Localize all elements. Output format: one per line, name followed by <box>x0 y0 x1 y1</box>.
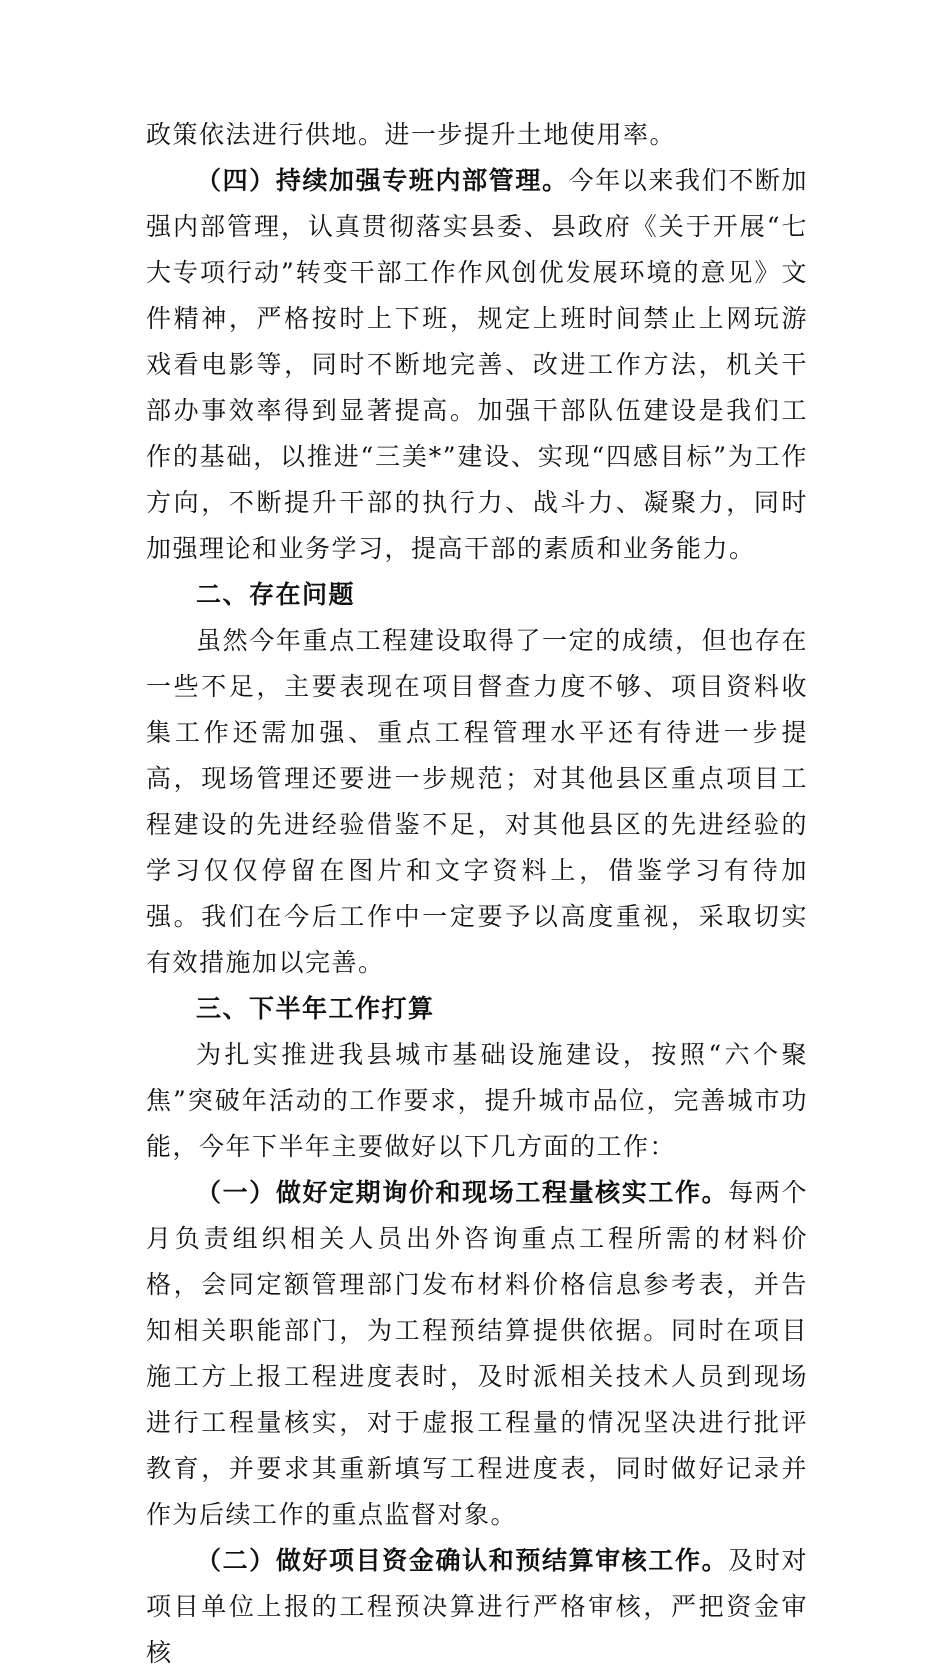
paragraph-problems <box>146 618 808 986</box>
paragraph-plans-intro <box>146 1032 808 1170</box>
document-body <box>146 112 808 1676</box>
paragraph-fund-review <box>146 1538 808 1676</box>
paragraph-land-supply <box>146 112 808 158</box>
section-heading-problems: 二、存在问题 <box>196 580 356 609</box>
paragraph-text: 每两个月负责组织相关人员出外咨询重点工程所需的材料价格，会同定额管理部门发布材料价格信息参考表，并告知相关职能部门，为工程预结算提供依据。同时在项目施工方上报工程进度表时，及时派相关技术人员到现场进行工程量核实，对于虚报工程量的情况坚决进行批评教育，并要求其重新填写工程进度表，同时做好记录并作为后续工作的重点监督对象。 <box>146 1178 808 1529</box>
paragraph-text: 今年以来我们不断加强内部管理，认真贯彻落实县委、县政府《关于开展“七大专项行动”转变干部工作作风创优发展环境的意见》文件精神，严格按时上下班，规定上班时间禁止上网玩游戏看电影等，同时不断地完善、改进工作方法，机关干部办事效率得到显著提高。加强干部队伍建设是我们工作的基础，以推进“三美*”建设、实现“四感目标”为工作方向，不断提升干部的执行力、战斗力、凝聚力，同时加强理论和业务学习，提高干部的素质和业务能力。 <box>146 166 809 563</box>
paragraph-text: 政策依法进行供地。进一步提升土地使用率。 <box>146 120 677 149</box>
section-heading-plans: 三、下半年工作打算 <box>196 994 435 1023</box>
paragraph-lead: （一）做好定期询价和现场工程量核实工作。 <box>196 1178 729 1207</box>
paragraph-internal-management <box>146 158 808 572</box>
paragraph-text: 及时对项目单位上报的工程预决算进行严格审核，严把资金审核 <box>146 1546 808 1667</box>
paragraph-text: 虽然今年重点工程建设取得了一定的成绩，但也存在一些不足，主要表现在项目督查力度不够、项目资料收集工作还需加强、重点工程管理水平还有待进一步提高，现场管理还要进一步规范；对其他县区重点项目工程建设的先进经验借鉴不足，对其他县区的先进经验的学习仅仅停留在图片和文字资料上，借鉴学习有待加强。我们在今后工作中一定要予以高度重视，采取切实有效措施加以完善。 <box>146 626 808 977</box>
paragraph-lead: （二）做好项目资金确认和预结算审核工作。 <box>196 1546 729 1575</box>
paragraph-text: 为扎实推进我县城市基础设施建设，按照“六个聚焦”突破年活动的工作要求，提升城市品位，完善城市功能，今年下半年主要做好以下几方面的工作： <box>146 1040 808 1161</box>
paragraph-lead: （四）持续加强专班内部管理。 <box>196 166 569 195</box>
paragraph-price-inquiry <box>146 1170 808 1538</box>
